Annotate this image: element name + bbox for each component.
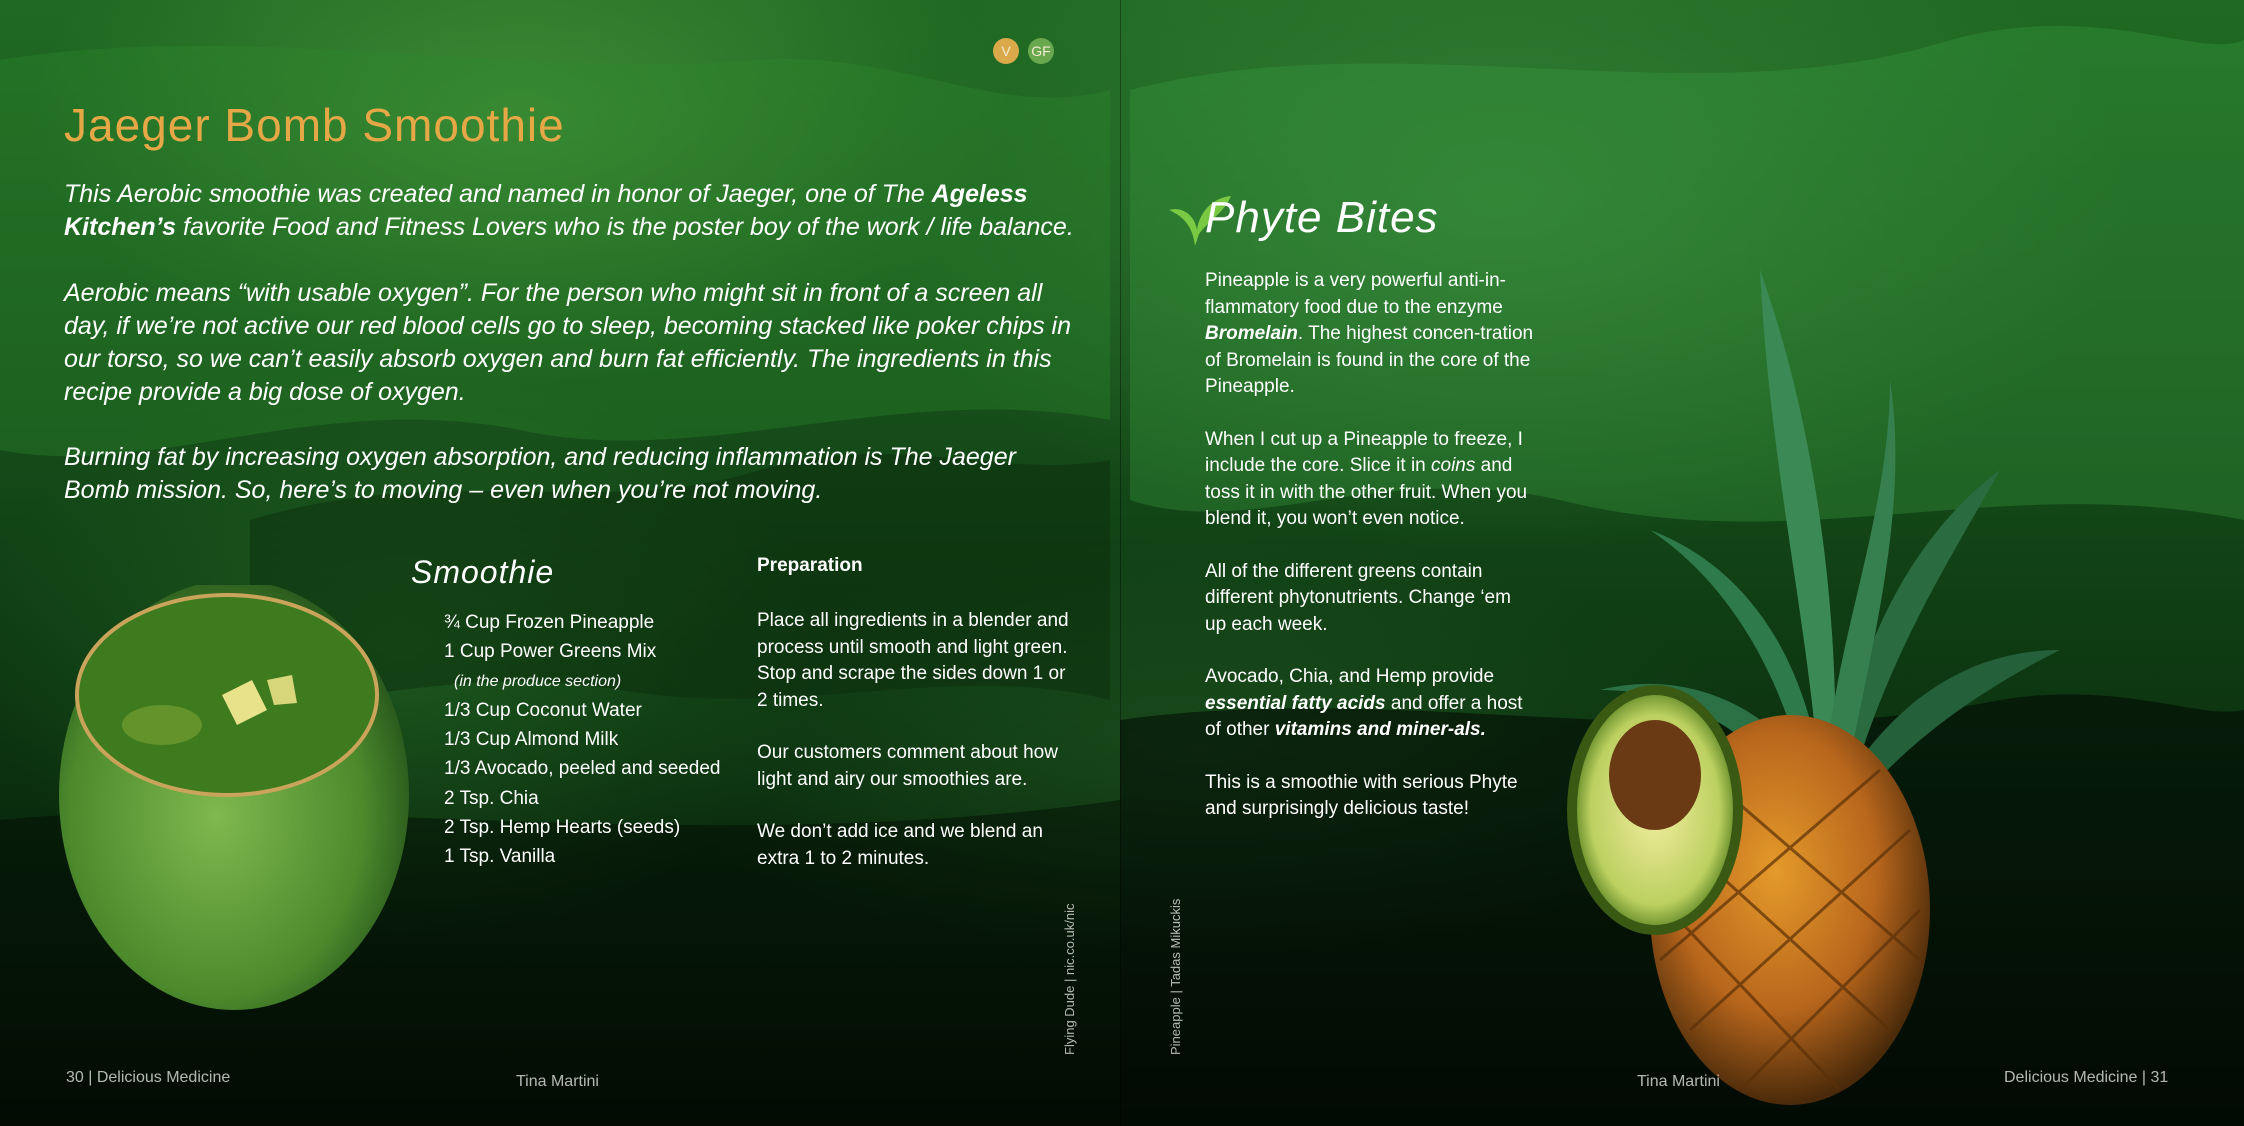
phyte-bites-paragraph <box>1205 664 1535 744</box>
ingredient-item: 2 Tsp. Chia <box>444 787 539 809</box>
glass-highlight <box>122 705 202 745</box>
text-segment: Pineapple is a very powerful anti-in-flammatory food due to the enzyme <box>1205 270 1506 318</box>
phyte-bites-paragraph <box>1205 559 1535 639</box>
phyte-bites-paragraph <box>1205 427 1535 533</box>
text-segment: When I cut up a Pineapple to freeze, I include the core. Slice it in <box>1205 428 1523 476</box>
footer-right-page-number: Delicious Medicine | 31 <box>2004 1069 2169 1086</box>
preparation-paragraph: Our customers comment about how light and airy our smoothies are. <box>757 742 1058 790</box>
ingredient-item: 1 Cup Power Greens Mix <box>444 641 657 663</box>
preparation-steps <box>757 608 1077 898</box>
intro-paragraph-2: Aerobic means “with usable oxygen”. For the person who might sit in front of a screen all day, if we’re not active our red blood cells go to sleep, becoming stacked like poker chips in our torso, so we can’t easily absorb oxygen and burn fat efficiently. The ingredients in this recipe provide a big dose of oxygen. <box>64 279 1072 406</box>
page-gutter <box>1120 0 1121 1126</box>
ingredient-item: 1/3 Cup Coconut Water <box>444 699 642 721</box>
preparation-paragraph: We don’t add ice and we blend an extra 1 to 2 minutes. <box>757 821 1043 869</box>
phyte-bites-paragraph <box>1205 770 1535 823</box>
text-segment: All of the different greens contain different phytonutrients. Change ‘em up each week. <box>1205 560 1511 635</box>
footer-left-author: Tina Martini <box>516 1073 599 1090</box>
text-segment: essential fatty acids <box>1205 692 1386 714</box>
gluten-free-badge: GF <box>1028 38 1054 64</box>
intro-paragraph-3: Burning fat by increasing oxygen absorption, and reducing inflammation is The Jaeger Bomb mission. So, here’s to moving – even when you’re not moving. <box>64 443 1016 504</box>
text-segment: Avocado, Chia, and Hemp provide <box>1205 666 1495 687</box>
smoothie-heading: Smoothie <box>411 554 555 590</box>
recipe-title: Jaeger Bomb Smoothie <box>64 99 565 151</box>
preparation-heading: Preparation <box>757 555 863 576</box>
ingredient-item: 1 Tsp. Vanilla <box>444 846 556 868</box>
ingredient-item: ¾ Cup Frozen Pineapple <box>444 612 655 633</box>
text-segment: This is a smoothie with serious Phyte and surprisingly delicious taste! <box>1205 771 1518 819</box>
text-segment: and toss it in with the other fruit. When you blend it, you won’t even notice. <box>1205 455 1528 529</box>
footer-left-page-number: 30 | Delicious Medicine <box>66 1069 231 1086</box>
phyte-bites-paragraph <box>1205 268 1535 401</box>
intro-paragraph-1: This Aerobic smoothie was created and named in honor of Jaeger, one of The Ageless Kitchen’s favorite Food and Fitness Lovers who is the poster boy of the work / life balance. <box>64 180 1074 241</box>
smoothie-glass-photo <box>52 585 422 1025</box>
phyte-bites-body <box>1205 268 1535 849</box>
text-segment: vitamins and miner-als. <box>1274 719 1486 740</box>
avocado-pit <box>1609 720 1701 830</box>
vegan-badge: V <box>993 38 1019 64</box>
text-segment: . The highest concen-tration of Bromelain is found in the core of the Pineapple. <box>1205 323 1534 397</box>
text-segment: coins <box>1431 455 1476 476</box>
footer-right-author: Tina Martini <box>1637 1073 1720 1090</box>
ingredient-item: 1/3 Avocado, peeled and seeded <box>444 758 721 780</box>
ingredient-item: 2 Tsp. Hemp Hearts (seeds) <box>444 817 681 839</box>
preparation-paragraph: Place all ingredients in a blender and process until smooth and light green. Stop and scrape the sides down 1 or 2 times. <box>757 610 1069 711</box>
pineapple-avocado-photo <box>1560 270 2060 1110</box>
ingredient-note: (in the produce section) <box>454 672 622 690</box>
text-segment: Bromelain <box>1205 323 1298 344</box>
ingredient-item: 1/3 Cup Almond Milk <box>444 729 619 751</box>
photo-credit-left: Flying Dude | nic.co.uk/nic <box>1062 903 1077 1055</box>
photo-credit-right: Pineapple | Tadas Mikuckis <box>1168 898 1183 1055</box>
phyte-bites-heading: Phyte Bites <box>1205 193 1439 242</box>
ingredient-list <box>444 608 720 872</box>
text-segment: and offer a host of other <box>1205 692 1523 740</box>
